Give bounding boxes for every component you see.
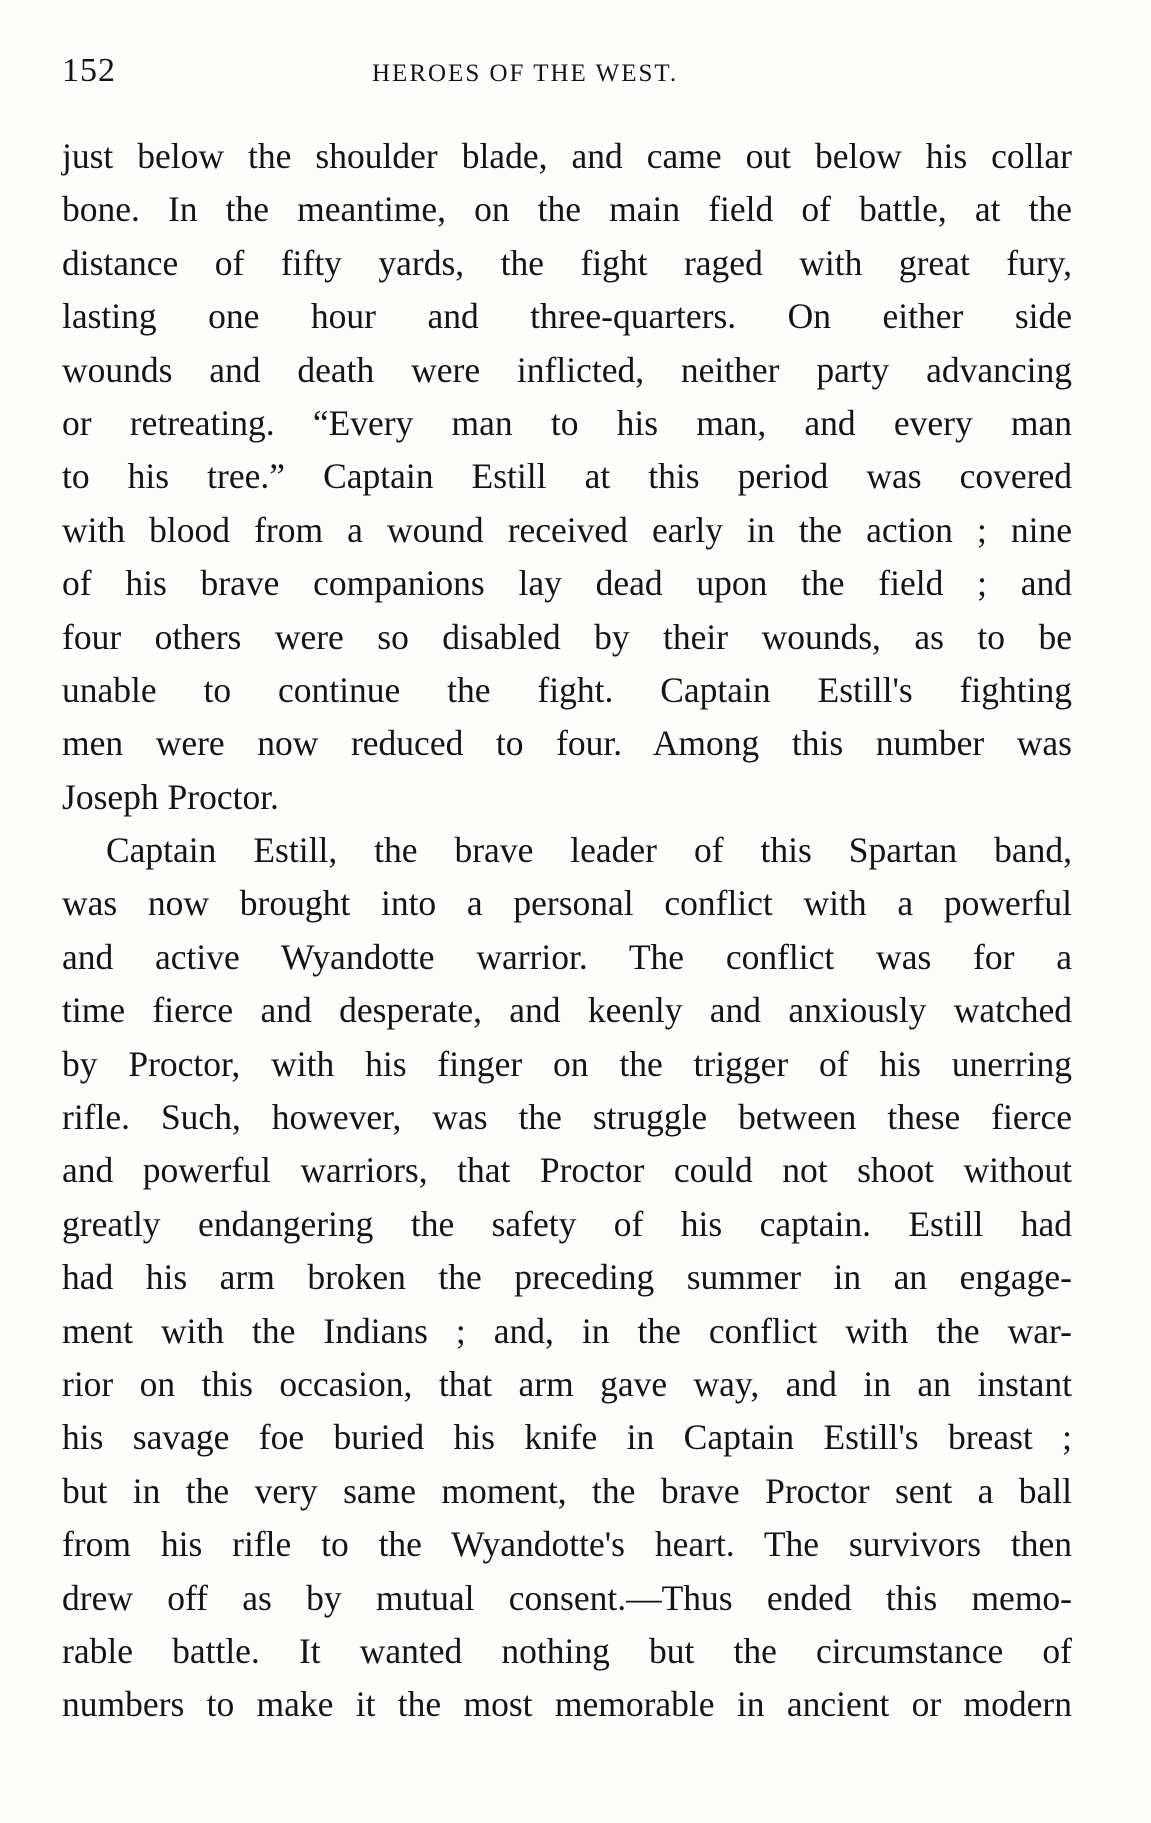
page-header [62,52,1072,100]
paragraph-start-line: Captain Estill, the brave leader of this Spartan band, [106,830,1072,871]
text-line: four others were so disabled by their wounds, as to be [62,616,1072,657]
text-line: and active Wyandotte warrior. The conflict was for a [62,936,1072,977]
paragraph-end-line: Joseph Proctor. [62,776,279,817]
text-line: greatly endangering the safety of his captain. Estill had [62,1203,1072,1244]
text-line: with blood from a wound received early in the action ; nine [62,509,1072,550]
text-line: from his rifle to the Wyandotte's heart. The survivors then [62,1524,1072,1565]
text-line: ment with the Indians ; and, in the conflict with the war- [62,1310,1072,1351]
text-line: had his arm broken the preceding summer in an engage- [62,1257,1072,1298]
text-line: or retreating. “Every man to his man, and every man [62,402,1072,443]
text-line: by Proctor, with his finger on the trigger of his unerring [62,1043,1072,1084]
body-text [62,130,1072,1732]
text-line: to his tree.” Captain Estill at this period was covered [62,456,1072,497]
text-line: was now brought into a personal conflict with a powerful [62,883,1072,924]
text-line: of his brave companions lay dead upon the field ; and [62,563,1072,604]
running-head: HEROES OF THE WEST. [372,60,679,87]
text-line: drew off as by mutual consent.—Thus ended this memo- [62,1577,1072,1618]
text-line: distance of fifty yards, the fight raged with great fury, [62,242,1072,283]
text-line: numbers to make it the most memorable in ancient or modern [62,1684,1072,1725]
text-line: and powerful warriors, that Proctor could not shoot without [62,1150,1072,1191]
text-line: lasting one hour and three-quarters. On either side [62,296,1072,337]
text-line: just below the shoulder blade, and came out below his collar [62,136,1072,176]
text-line: his savage foe buried his knife in Captain Estill's breast ; [62,1417,1072,1458]
text-line: bone. In the meantime, on the main field of battle, at the [62,189,1072,230]
text-line: time fierce and desperate, and keenly and anxiously watched [62,990,1072,1031]
text-line: rior on this occasion, that arm gave way, and in an instant [62,1363,1072,1404]
text-line: but in the very same moment, the brave Proctor sent a ball [62,1470,1072,1511]
text-line: rifle. Such, however, was the struggle between these fierce [62,1097,1072,1138]
text-line: wounds and death were inflicted, neither party advancing [62,349,1072,390]
page-number: 152 [62,52,116,89]
text-line: men were now reduced to four. Among this number was [62,723,1072,764]
text-line: rable battle. It wanted nothing but the circumstance of [62,1630,1072,1671]
text-line: unable to continue the fight. Captain Estill's fighting [62,669,1072,710]
